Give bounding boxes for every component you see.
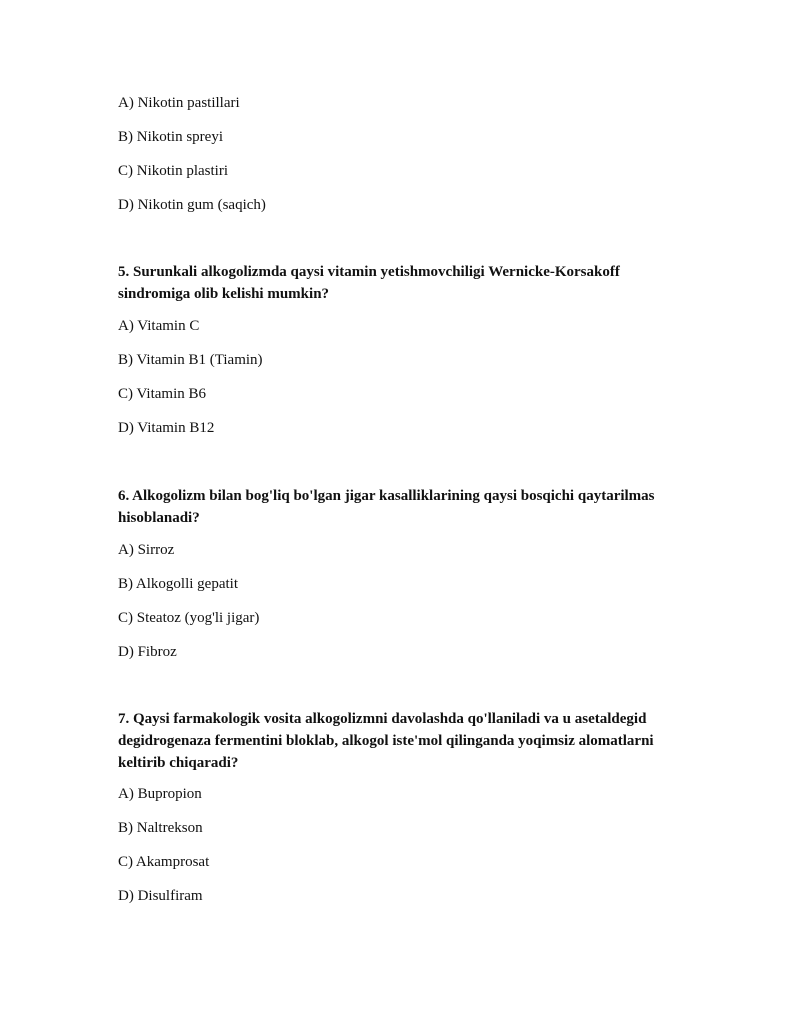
q4-option-d: D) Nikotin gum (saqich)	[118, 197, 266, 213]
q7-option-b: B) Naltrekson	[118, 820, 203, 836]
q6-option-c: C) Steatoz (yog'li jigar)	[118, 610, 260, 626]
q7-question	[118, 708, 698, 774]
q5-option-d: D) Vitamin B12	[118, 420, 215, 436]
q5-question-line: 5. Surunkali alkogolizmda qaysi vitamin yetishmovchiligi Wernicke-Korsakoff	[118, 264, 620, 280]
q4-option-b: B) Nikotin spreyi	[118, 129, 223, 145]
q5-question-line: sindromiga olib kelishi mumkin?	[118, 286, 330, 302]
q7-question-line: keltirib chiqaradi?	[118, 755, 239, 771]
q6-option-b: B) Alkogolli gepatit	[118, 576, 238, 592]
q5-option-a: A) Vitamin C	[118, 318, 200, 334]
q7-question-line: degidrogenaza fermentini bloklab, alkogol iste'mol qilinganda yoqimsiz alomatlarni	[118, 733, 654, 749]
q5-question	[118, 261, 698, 305]
q5-option-b: B) Vitamin B1 (Tiamin)	[118, 352, 263, 368]
q7-question-line: 7. Qaysi farmakologik vosita alkogolizmni davolashda qo'llaniladi va u asetaldegid	[118, 711, 647, 727]
q7-option-c: C) Akamprosat	[118, 854, 210, 870]
q6-option-d: D) Fibroz	[118, 644, 177, 660]
q6-question-line: 6. Alkogolizm bilan bog'liq bo'lgan jigar kasalliklarining qaysi bosqichi qaytarilmas	[118, 488, 655, 504]
q4-option-c: C) Nikotin plastiri	[118, 163, 228, 179]
q5-option-c: C) Vitamin B6	[118, 386, 206, 402]
q4-option-a: A) Nikotin pastillari	[118, 95, 240, 111]
q7-option-d: D) Disulfiram	[118, 888, 203, 904]
q6-question-line: hisoblanadi?	[118, 510, 200, 526]
q6-option-a: A) Sirroz	[118, 542, 175, 558]
q6-question	[118, 485, 698, 529]
q7-option-a: A) Bupropion	[118, 786, 202, 802]
